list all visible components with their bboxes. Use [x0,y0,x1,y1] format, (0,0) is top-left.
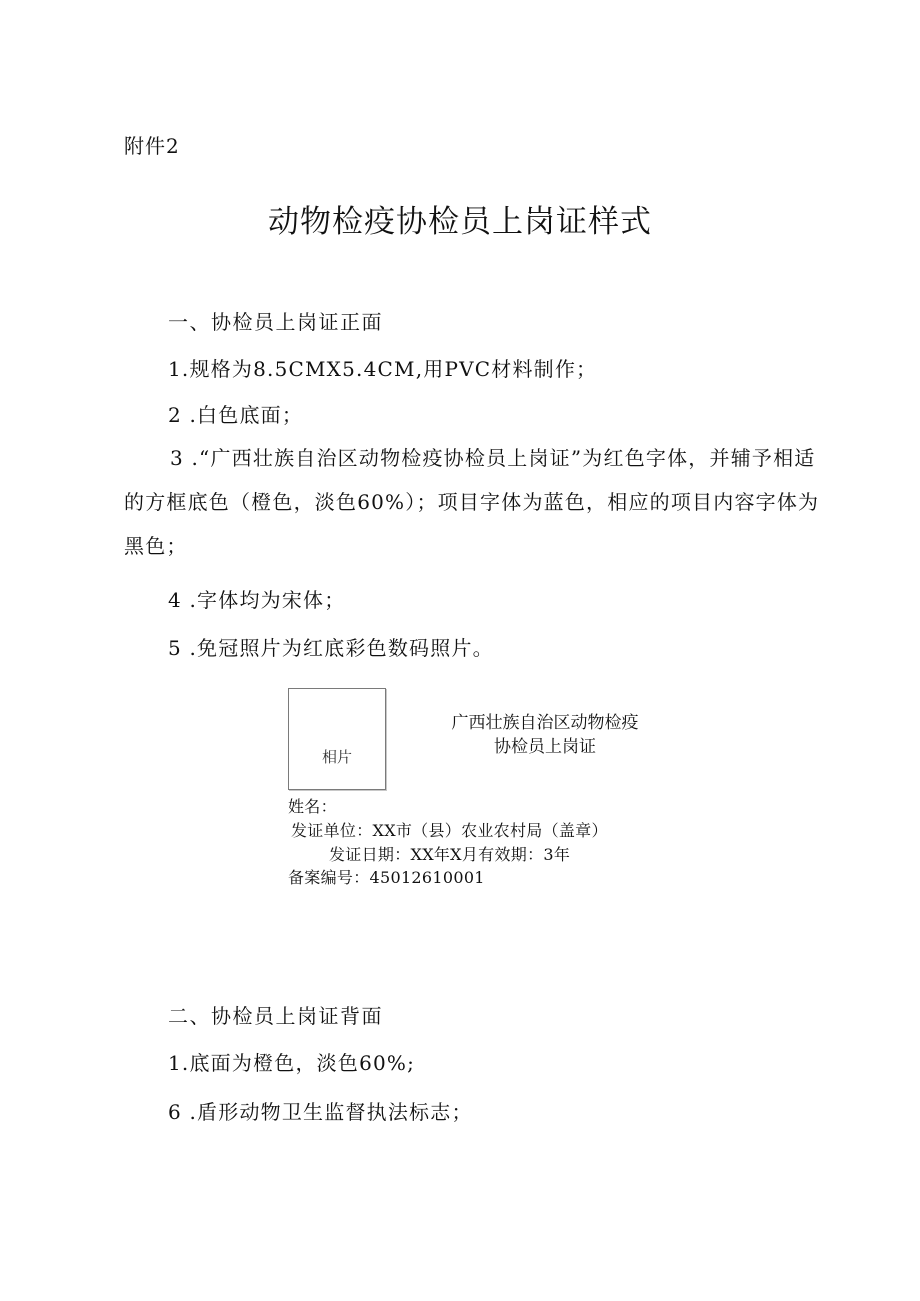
front-item-2: 2 .白色底面； [168,403,304,427]
back-section-heading: 二、协检员上岗证背面 [168,1004,383,1028]
photo-placeholder [288,688,386,790]
card-title-line-2: 协检员上岗证 [494,737,596,757]
front-item-3: 3 .“广西壮族自治区动物检疫协检员上岗证”为红色字体，并辅予相适的方框底色（橙色，淡色60%）；项目字体为蓝色，相应的项目内容字体为黑色； [124,446,820,558]
photo-label: 相片 [321,748,352,766]
back-item-6: 6 .盾形动物卫生监督执法标志； [168,1100,473,1124]
front-item-5: 5 .免冠照片为红底彩色数码照片。 [168,636,494,660]
front-item-4: 4 .字体均为宋体； [168,588,346,612]
card-title [420,711,670,759]
card-record-field: 备案编号：45012610001 [288,868,485,887]
front-item-1: 1.规格为8.5CMX5.4CM,用PVC材料制作； [168,357,598,381]
front-section-heading: 一、协检员上岗证正面 [168,310,383,334]
document-title: 动物检疫协检员上岗证样式 [268,204,652,240]
card-name-field: 姓名： [288,797,337,816]
card-issuer-field: 发证单位：XX市（县）农业农村局（盖章） [291,821,608,840]
back-item-1: 1.底面为橙色，淡色60%; [168,1051,416,1075]
card-date-field: 发证日期：XX年X月有效期：3年 [329,845,571,864]
attachment-label: 附件2 [124,134,180,158]
card-title-line-1: 广西壮族自治区动物检疫 [451,713,639,733]
